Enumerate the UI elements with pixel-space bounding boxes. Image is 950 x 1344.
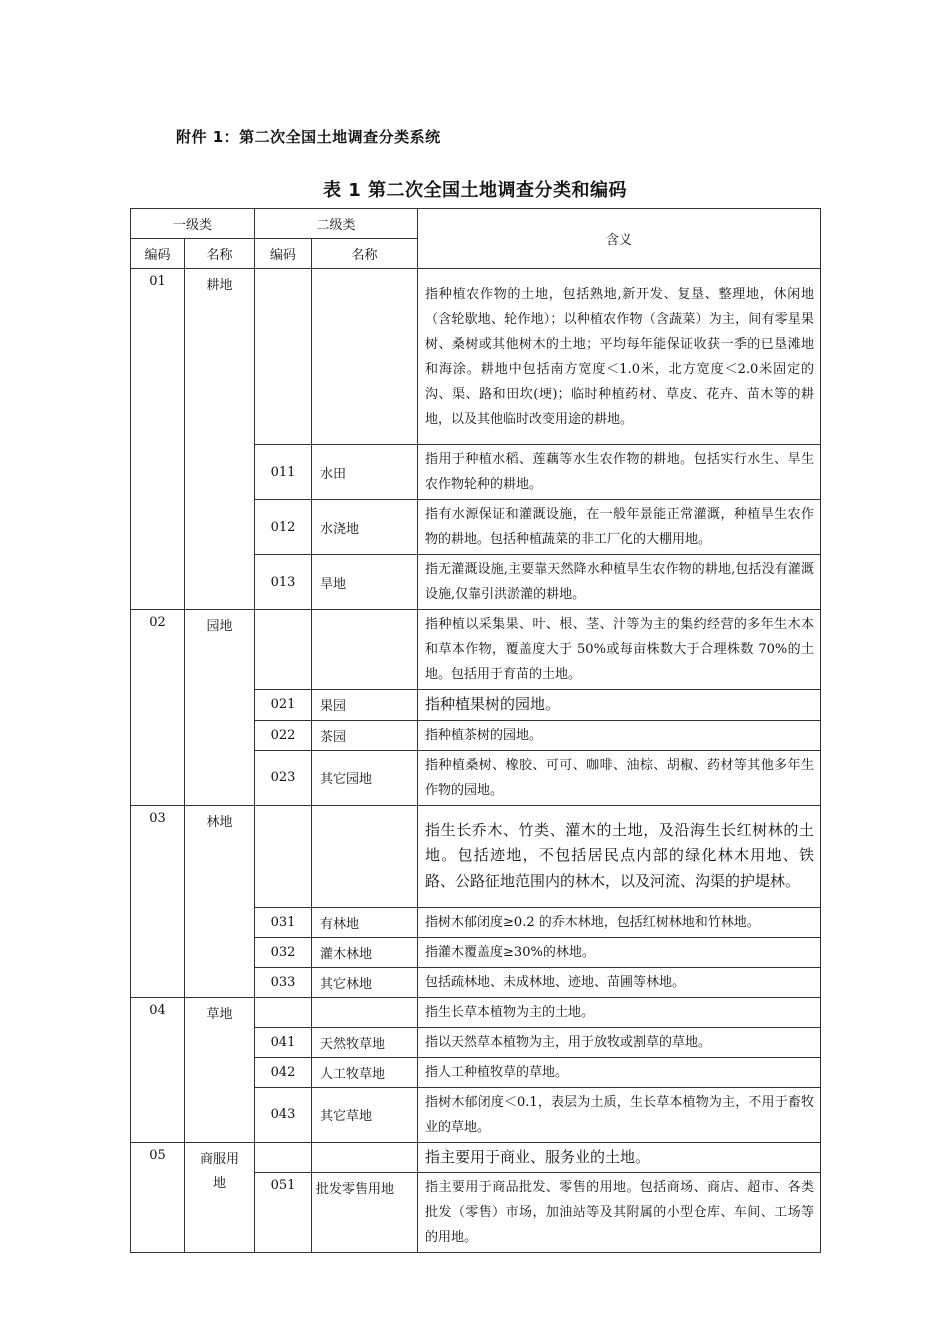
- group-description: 指种植农作物的土地，包括熟地,新开发、复垦、整理地，休闲地（含轮歇地、轮作地）；以种植农作物（含蔬菜）为主，间有零星果树、桑树或其他树木的土地；平均每年能保证收获一季的已垦滩地和海涂。耕地中包括南方宽度＜1.0米，北方宽度＜2.0米固定的沟、渠、路和田坎(埂)；临时种植药材、草皮、花卉、苗木等的耕地，以及其他临时改变用途的耕地。: [418, 269, 821, 445]
- sub-name: 旱地: [312, 555, 418, 610]
- sub-description: 包括疏林地、未成林地、迹地、苗圃等林地。: [418, 967, 821, 997]
- sub-name: 人工牧草地: [312, 1057, 418, 1087]
- group-name: 园地: [185, 610, 255, 806]
- group-name: 林地: [185, 805, 255, 997]
- header-level2: 二级类: [255, 209, 418, 239]
- header-code-2: 编码: [255, 239, 312, 269]
- attachment-title: 附件 1：第二次全国土地调查分类系统: [176, 128, 441, 146]
- sub-code: 033: [255, 967, 312, 997]
- sub-description: 指种植茶树的园地。: [418, 720, 821, 750]
- table-row: [131, 269, 821, 445]
- group-description: 指生长草本植物为主的土地。: [418, 997, 821, 1027]
- sub-code: 013: [255, 555, 312, 610]
- sub-code: 032: [255, 937, 312, 967]
- sub-code: 051: [255, 1173, 312, 1253]
- header-level1: 一级类: [131, 209, 255, 239]
- header-code-1: 编码: [131, 239, 185, 269]
- table-title: 表 1 第二次全国土地调查分类和编码: [322, 180, 628, 201]
- sub-code: 043: [255, 1087, 312, 1142]
- group-code: 02: [131, 610, 185, 806]
- sub-name: 其它林地: [312, 967, 418, 997]
- sub-code: 041: [255, 1027, 312, 1057]
- sub-name: 灌木林地: [312, 937, 418, 967]
- header-meaning: 含义: [418, 209, 821, 269]
- sub-code: 023: [255, 750, 312, 805]
- sub-name: 天然牧草地: [312, 1027, 418, 1057]
- sub-description: 指有水源保证和灌溉设施，在一般年景能正常灌溉，种植旱生农作物的耕地。包括种植蔬菜的非工厂化的大棚用地。: [418, 500, 821, 555]
- sub-name: 其它草地: [312, 1087, 418, 1142]
- sub-name: 水田: [312, 445, 418, 500]
- header-name-2: 名称: [312, 239, 418, 269]
- sub-description: 指灌木覆盖度≥30%的林地。: [418, 937, 821, 967]
- sub-name: 茶园: [312, 720, 418, 750]
- sub-code: 011: [255, 445, 312, 500]
- sub-code: 042: [255, 1057, 312, 1087]
- group-name: 商服用地: [185, 1142, 255, 1253]
- sub-description: 指主要用于商品批发、零售的用地。包括商场、商店、超市、各类批发（零售）市场，加油站等及其附属的小型仓库、车间、工场等的用地。: [418, 1173, 821, 1253]
- table-row: [131, 997, 821, 1027]
- sub-name: 有林地: [312, 907, 418, 937]
- sub-description: 指种植果树的园地。: [418, 690, 821, 721]
- sub-code: 031: [255, 907, 312, 937]
- sub-code: 022: [255, 720, 312, 750]
- sub-name: 果园: [312, 690, 418, 721]
- group-code: 05: [131, 1142, 185, 1253]
- sub-description: 指用于种植水稻、莲藕等水生农作物的耕地。包括实行水生、旱生农作物轮种的耕地。: [418, 445, 821, 500]
- sub-description: 指以天然草本植物为主，用于放牧或割草的草地。: [418, 1027, 821, 1057]
- group-code: 03: [131, 805, 185, 997]
- sub-description: 指无灌溉设施,主要靠天然降水种植旱生农作物的耕地,包括没有灌溉设施,仅靠引洪淤灌的耕地。: [418, 555, 821, 610]
- table-row: [131, 610, 821, 690]
- group-name: 耕地: [185, 269, 255, 610]
- sub-name: 水浇地: [312, 500, 418, 555]
- sub-description: 指树木郁闭度≥0.2 的乔木林地，包括红树林地和竹林地。: [418, 907, 821, 937]
- group-description: 指种植以采集果、叶、根、茎、汁等为主的集约经营的多年生木本和草本作物，覆盖度大于 50%或每亩株数大于合理株数 70%的土地。包括用于育苗的土地。: [418, 610, 821, 690]
- land-classification-table: [130, 208, 821, 1253]
- sub-code: 012: [255, 500, 312, 555]
- table-row: [131, 1142, 821, 1173]
- sub-description: 指种植桑树、橡胶、可可、咖啡、油棕、胡椒、药材等其他多年生作物的园地。: [418, 750, 821, 805]
- group-name: 草地: [185, 997, 255, 1142]
- sub-description: 指树木郁闭度＜0.1，表层为土质，生长草本植物为主，不用于畜牧业的草地。: [418, 1087, 821, 1142]
- sub-name: 批发零售用地: [312, 1173, 418, 1253]
- group-description: 指生长乔木、竹类、灌木的土地，及沿海生长红树林的土地。包括迹地，不包括居民点内部的绿化林木用地、铁路、公路征地范围内的林木，以及河流、沟渠的护堤林。: [418, 805, 821, 907]
- sub-name: 其它园地: [312, 750, 418, 805]
- sub-code: 021: [255, 690, 312, 721]
- group-description: 指主要用于商业、服务业的土地。: [418, 1142, 821, 1173]
- sub-description: 指人工种植牧草的草地。: [418, 1057, 821, 1087]
- header-name-1: 名称: [185, 239, 255, 269]
- table-row: [131, 805, 821, 907]
- group-code: 04: [131, 997, 185, 1142]
- group-code: 01: [131, 269, 185, 610]
